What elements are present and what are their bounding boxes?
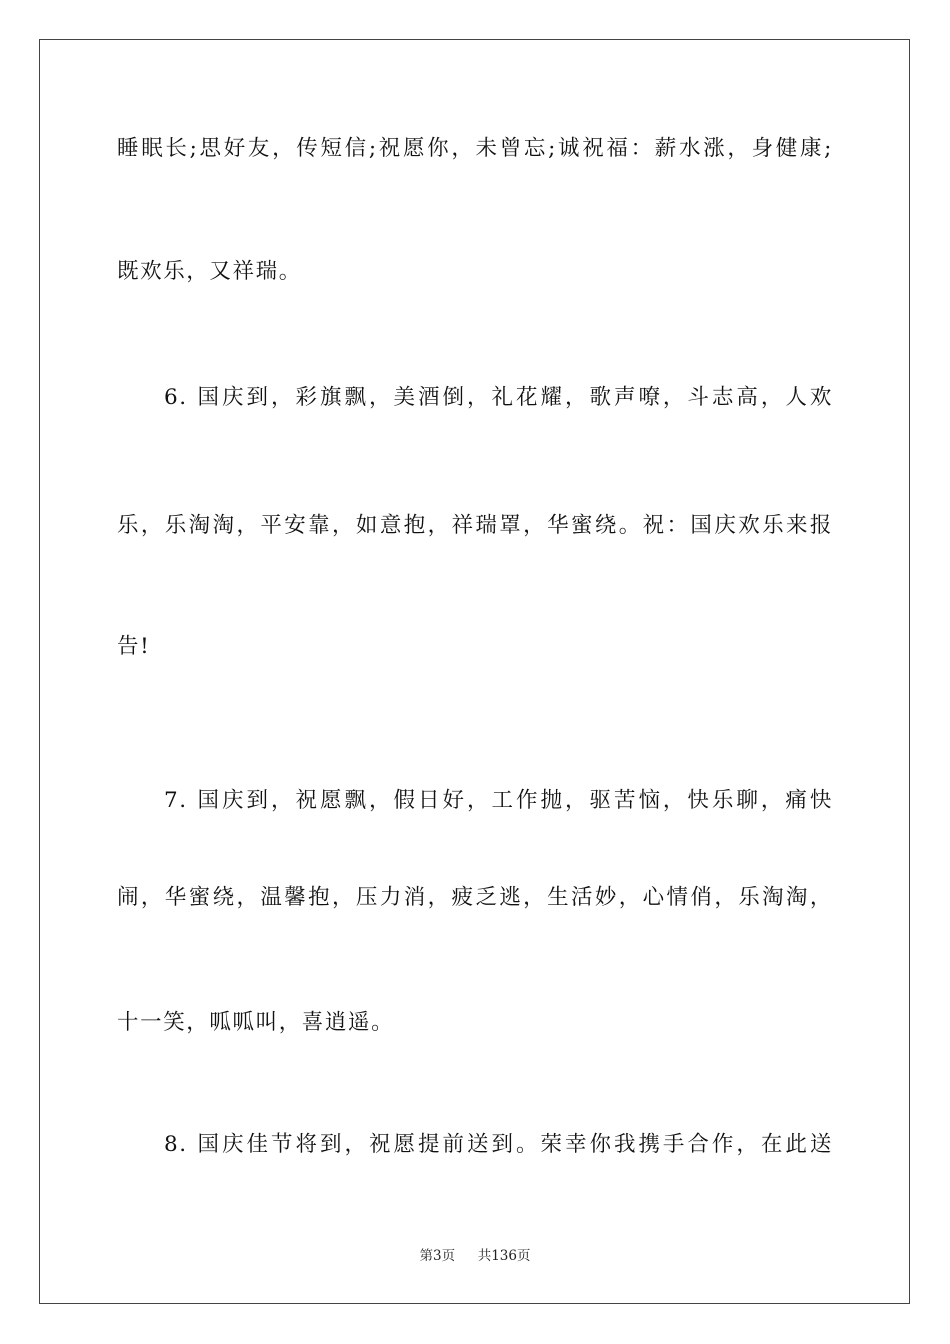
text-line: 闹，华蜜绕，温馨抱，压力消，疲乏逃，生活妙，心情俏，乐淘淘， — [117, 885, 833, 910]
text-line: 告! — [117, 634, 151, 659]
text-line: 7. 国庆到，祝愿飘，假日好，工作抛，驱苦恼，快乐聊，痛快 — [164, 788, 833, 813]
text-line: 既欢乐，又祥瑞。 — [117, 259, 302, 284]
text-line: 8. 国庆佳节将到，祝愿提前送到。荣幸你我携手合作，在此送 — [164, 1132, 833, 1157]
text-line: 十一笑，呱呱叫，喜逍遥。 — [117, 1010, 395, 1035]
page-footer — [0, 1247, 950, 1265]
text-line: 乐，乐淘淘，平安靠，如意抱，祥瑞罩，华蜜绕。祝：国庆欢乐来报 — [117, 513, 833, 538]
text-line: 6. 国庆到，彩旗飘，美酒倒，礼花耀，歌声嘹，斗志高，人欢 — [164, 385, 833, 410]
text-line: 睡眠长;思好友，传短信;祝愿你，未曾忘;诚祝福：薪水涨，身健康; — [117, 136, 833, 161]
page-border — [39, 39, 910, 1304]
page-number: 第3页 — [419, 1248, 456, 1264]
total-pages: 共136页 — [477, 1248, 531, 1264]
